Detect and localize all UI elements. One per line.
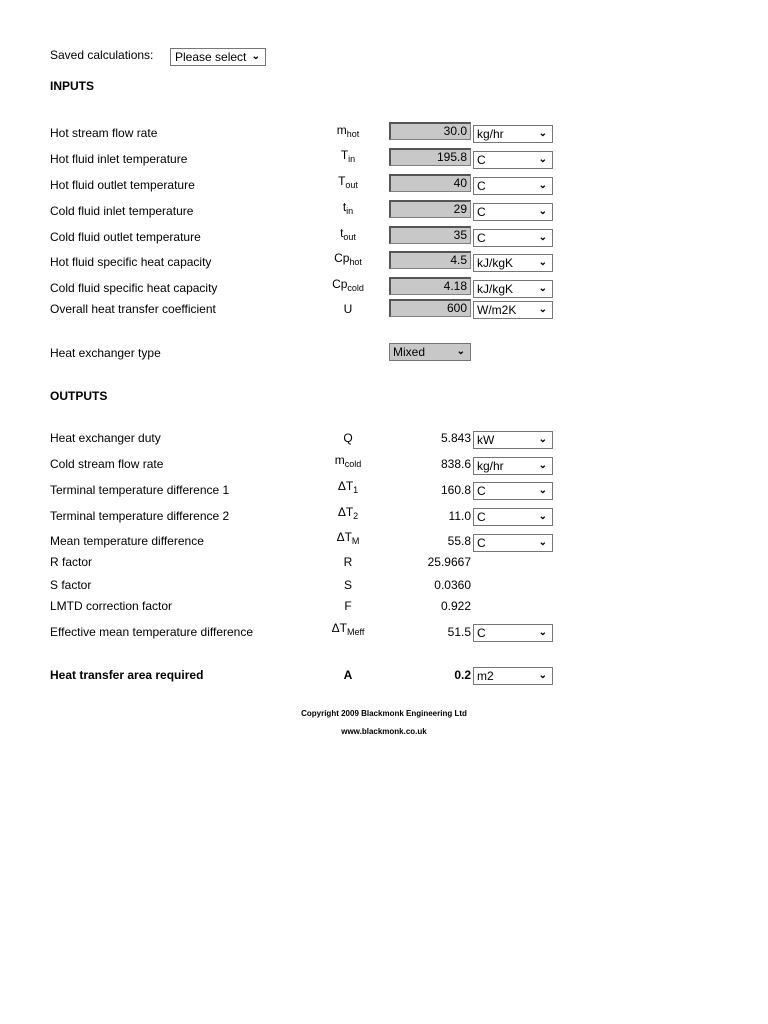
hot-flow-unit-select[interactable]: kg/hr ⌄ [473,125,553,143]
cold-flow-unit-select[interactable]: kg/hr ⌄ [473,457,553,475]
exchanger-type-label: Heat exchanger type [50,346,161,360]
chevron-down-icon: ⌄ [538,670,547,681]
ttd2-value: 11.0 [448,509,471,523]
row-symbol: $Cp_{cold}$ [332,277,364,293]
row-symbol: $T_{out}$ [338,174,358,190]
row-symbol: $t_{out}$ [340,226,356,242]
hot-cp-input[interactable]: 4.5 [389,251,471,269]
row-label: Effective mean temperature difference [50,625,254,639]
row-symbol: $T_{in}$ [340,148,356,164]
row-label: S factor [50,578,92,592]
s-value: 0.0360 [434,578,471,592]
chevron-down-icon: ⌄ [538,627,547,638]
r-value: 25.9667 [427,555,471,569]
chevron-down-icon: ⌄ [538,128,547,139]
ttd1-unit-select[interactable]: C ⌄ [473,482,553,500]
area-label: Heat transfer area required [50,668,204,682]
chevron-down-icon: ⌄ [538,460,547,471]
row-symbol: $\Delta T_{Meff}$ [331,621,365,637]
row-symbol: $\Delta T_M$ [336,530,360,546]
row-symbol: $\Delta T_2$ [337,505,359,521]
area-unit-select[interactable]: m2 ⌄ [473,667,553,685]
area-value: 0.2 [454,668,471,682]
ttd2-unit-select[interactable]: C ⌄ [473,508,553,526]
row-symbol: F [344,599,352,613]
row-symbol: $m_{hot}$ [336,123,360,139]
exchanger-type-select[interactable]: Mixed ⌄ [389,343,471,361]
row-symbol: $\Delta T_1$ [337,479,359,495]
chevron-down-icon: ⌄ [538,434,547,445]
cold-outlet-unit-select[interactable]: C ⌄ [473,229,553,247]
row-label: Terminal temperature difference 2 [50,509,230,523]
cold-inlet-input[interactable]: 29 [389,200,471,218]
cold-cp-input[interactable]: 4.18 [389,277,471,295]
u-input[interactable]: 600 [389,299,471,317]
cold-outlet-input[interactable]: 35 [389,226,471,244]
row-symbol: R [343,555,353,569]
row-label: R factor [50,555,93,569]
hot-outlet-input[interactable]: 40 [389,174,471,192]
row-symbol: $Cp_{hot}$ [334,251,362,267]
hot-inlet-unit-select[interactable]: C ⌄ [473,151,553,169]
hot-outlet-unit-select[interactable]: C ⌄ [473,177,553,195]
chevron-down-icon: ⌄ [538,304,547,315]
hot-cp-unit-select[interactable]: kJ/kgK ⌄ [473,254,553,272]
hot-inlet-input[interactable]: 195.8 [389,148,471,166]
area-symbol: A [343,668,353,682]
chevron-down-icon: ⌄ [538,283,547,294]
saved-calculations-select[interactable] [170,48,266,66]
hot-flow-input[interactable]: 30.0 [389,122,471,140]
duty-value: 5.843 [440,431,471,445]
row-label: Cold fluid specific heat capacity [50,281,218,295]
cold-inlet-unit-select[interactable]: C ⌄ [473,203,553,221]
row-label: Overall heat transfer coefficient [50,302,216,316]
f-value: 0.922 [440,599,471,613]
chevron-down-icon: ⌄ [538,257,547,268]
copyright-text: Copyright 2009 Blackmonk Engineering Ltd [301,709,467,718]
row-label: Heat exchanger duty [50,431,161,445]
chevron-down-icon: ⌄ [538,180,547,191]
inputs-heading: INPUTS [50,79,95,93]
row-label: Hot fluid inlet temperature [50,152,188,166]
row-symbol: Q [343,431,353,445]
saved-calculations-value: Please select [175,50,247,64]
row-symbol: $t_{in}$ [342,200,354,216]
row-label: Cold fluid outlet temperature [50,230,201,244]
row-symbol: $m_{cold}$ [334,453,362,469]
chevron-down-icon: ⌄ [456,346,465,357]
row-label: Mean temperature difference [50,534,204,548]
mtd-unit-select[interactable]: C ⌄ [473,534,553,552]
row-label: LMTD correction factor [50,599,173,613]
row-symbol: U [343,302,353,316]
row-label: Cold stream flow rate [50,457,164,471]
row-label: Hot fluid outlet temperature [50,178,195,192]
row-label: Cold fluid inlet temperature [50,204,194,218]
chevron-down-icon: ⌄ [538,485,547,496]
chevron-down-icon: ⌄ [538,537,547,548]
u-unit-select[interactable]: W/m2K ⌄ [473,301,553,319]
outputs-heading: OUTPUTS [50,389,108,403]
mtd-value: 55.8 [447,534,471,548]
chevron-down-icon: ⌄ [538,154,547,165]
chevron-down-icon: ⌄ [538,206,547,217]
row-label: Terminal temperature difference 1 [50,483,230,497]
saved-calculations-label: Saved calculations: [50,48,154,62]
row-symbol: S [343,578,352,592]
emtd-value: 51.5 [447,625,471,639]
duty-unit-select[interactable]: kW ⌄ [473,431,553,449]
cold-flow-value: 838.6 [440,457,471,471]
row-label: Hot fluid specific heat capacity [50,255,212,269]
chevron-down-icon: ⌄ [538,232,547,243]
row-label: Hot stream flow rate [50,126,158,140]
ttd1-value: 160.8 [440,483,471,497]
cold-cp-unit-select[interactable]: kJ/kgK ⌄ [473,280,553,298]
website-link[interactable]: www.blackmonk.co.uk [341,727,427,736]
emtd-unit-select[interactable]: C ⌄ [473,624,553,642]
chevron-down-icon: ⌄ [251,51,260,62]
chevron-down-icon: ⌄ [538,511,547,522]
